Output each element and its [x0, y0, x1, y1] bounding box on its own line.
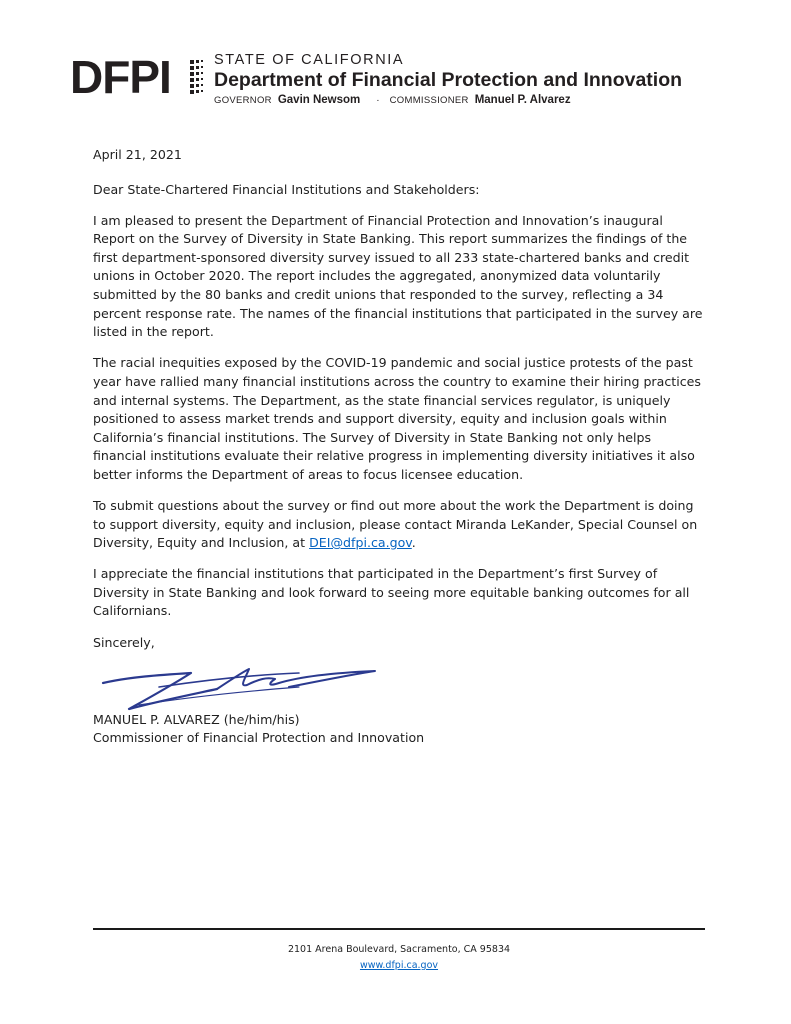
state-line: STATE OF CALIFORNIA — [214, 52, 405, 68]
logo-dots-icon — [190, 60, 206, 96]
closing: Sincerely, — [93, 634, 155, 650]
salutation: Dear State-Chartered Financial Institutions and Stakeholders: — [93, 181, 480, 197]
commissioner-name: Manuel P. Alvarez — [474, 94, 571, 106]
officials-line — [214, 93, 734, 108]
paragraph-context: The racial inequities exposed by the COVID-19 pandemic and social justice protests of the past year have rallied many financial institutions across the country to examine their hiring practices and internal systems. The Department, as the state financial services regulator, is uniquely positioned to assess market trends and support diversity, equity and inclusion goals within California’s financial institutions. The Survey of Diversity in State Banking not only helps financial institutions evaluate their relative progress in implementing diversity initiatives it also better informs the Department of areas to focus licensee education. — [93, 355, 701, 482]
signature — [99, 665, 379, 715]
logo-wordmark: DFPI — [70, 51, 171, 103]
footer — [93, 942, 705, 974]
officials-separator: · — [376, 95, 380, 106]
footer-divider — [93, 928, 705, 930]
governor-name: Gavin Newsom — [277, 94, 361, 106]
department-name: Department of Financial Protection and Innovation — [214, 69, 683, 91]
commissioner-role: COMMISSIONER — [389, 95, 469, 106]
footer-address: 2101 Arena Boulevard, Sacramento, CA 95834 — [287, 944, 511, 955]
governor-role: GOVERNOR — [214, 95, 272, 106]
signer-name: MANUEL P. ALVAREZ (he/him/his) — [93, 711, 300, 727]
agency-block — [214, 52, 734, 108]
dfpi-logo — [70, 51, 210, 103]
signer-title: Commissioner of Financial Protection and Innovation — [93, 730, 425, 746]
footer-website-link[interactable]: www.dfpi.ca.gov — [359, 960, 439, 971]
paragraph-intro: I am pleased to present the Department of Financial Protection and Innovation’s inaugural Report on the Survey of Diversity in State Banking. This report summarizes the findings of the first department-sponsored diversity survey issued to all 233 state-chartered banks and credit unions in October 2020. The report includes the aggregated, anonymized data voluntarily submitted by the 80 banks and credit unions that responded to the survey, reflecting a 34 percent response rate. The names of the financial institutions that participated in the survey are listed in the report. — [93, 212, 703, 340]
contact-end: . — [411, 535, 416, 551]
letter-date: April 21, 2021 — [93, 147, 182, 162]
contact-text: To submit questions about the survey or find out more about the work the Department is doing to support diversity, equity and inclusion, please contact Miranda LeKander, Special Counsel on Diversity, Equity and Inclusion, at — [93, 498, 698, 551]
dei-email-link[interactable]: DEI@dfpi.ca.gov — [309, 535, 412, 551]
paragraph-appreciation: I appreciate the financial institutions that participated in the Department’s first Survey of Diversity in State Banking and look forward to seeing more equitable banking outcomes for all Californians. — [93, 566, 690, 619]
letter-body — [93, 146, 703, 760]
paragraph-contact — [93, 497, 703, 553]
letterhead — [70, 52, 730, 116]
